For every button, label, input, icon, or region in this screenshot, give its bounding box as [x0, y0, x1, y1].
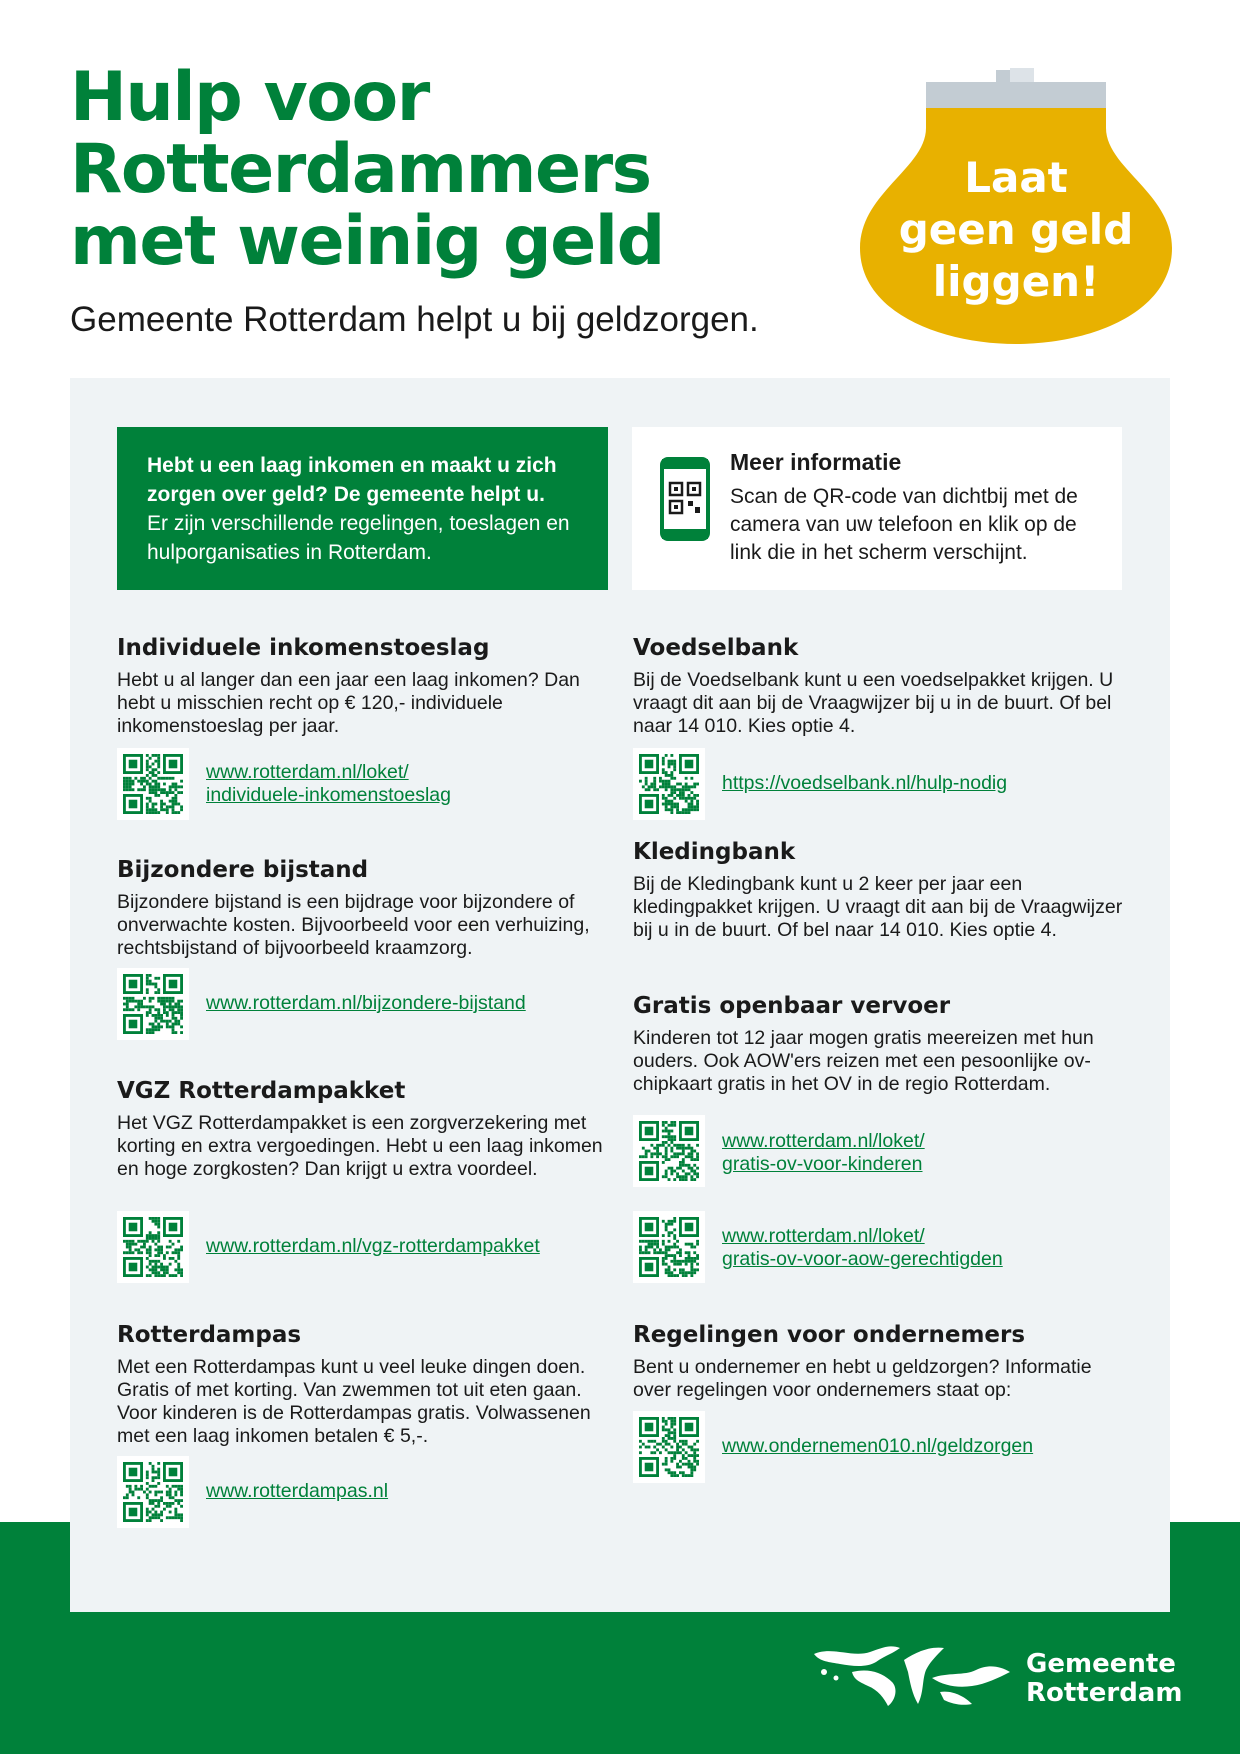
purse-line-2: geen geld [898, 205, 1134, 254]
section-title: Bijzondere bijstand [117, 857, 369, 883]
section-ondernemers [633, 1322, 1123, 1402]
page-subtitle: Gemeente Rotterdam helpt u bij geldzorgen. [70, 300, 759, 339]
link-row-ondernemers [633, 1411, 1053, 1483]
section-title: Regelingen voor ondernemers [633, 1322, 1026, 1348]
section-bijstand [117, 857, 607, 960]
link-line-1: www.rotterdam.nl/vgz-rotterdampakket [206, 1235, 540, 1257]
link-line-1: https://voedselbank.nl/hulp-nodig [722, 772, 1008, 794]
link-row-ov-kinderen [633, 1115, 1053, 1187]
link-line-1: www.rotterdam.nl/bijzondere-bijstand [206, 992, 526, 1014]
footer-logo-text [1026, 1650, 1182, 1708]
section-text: Het VGZ Rotterdampakket is een zorgverzekering met korting en extra vergoedingen. Hebt u een laag inkomen en hoge zorgkosten? Dan krijgt u extra voordeel. [117, 1112, 603, 1180]
link-line-2: individuele-inkomenstoeslag [206, 784, 451, 806]
section-title: Gratis openbaar vervoer [633, 993, 951, 1019]
qr-code-icon[interactable] [633, 1115, 705, 1187]
section-title: VGZ Rotterdampakket [117, 1078, 406, 1104]
link-line-1: www.rotterdam.nl/loket/ [206, 761, 409, 783]
qr-code-icon[interactable] [117, 748, 189, 820]
purse-line-1: Laat [964, 153, 1068, 202]
section-text: Bij de Kledingbank kunt u 2 keer per jaar een kledingpakket krijgen. U vraagt dit aan bij de Vraagwijzer bij u in de buurt. Of bel naar 14 010. Kies optie 4. [633, 873, 1123, 941]
link-row-inkomenstoeslag [117, 748, 537, 820]
logo-line-2: Rotterdam [1026, 1678, 1183, 1708]
qr-code-icon[interactable] [117, 968, 189, 1040]
qr-code-icon[interactable] [633, 1211, 705, 1283]
intro-box [117, 427, 608, 590]
section-title: Voedselbank [633, 635, 799, 661]
section-rotterdampas [117, 1322, 617, 1448]
section-text: Bijzondere bijstand is een bijdrage voor bijzondere of onverwachte kosten. Bijvoorbeeld voor een verhuizing, rechtsbijstand of bijvoorbeeld kraamzorg. [117, 891, 590, 959]
title-line-3: met weinig geld [70, 202, 664, 281]
qr-code-icon[interactable] [117, 1211, 189, 1283]
section-text: Kinderen tot 12 jaar mogen gratis meereizen met hun ouders. Ook AOW'ers reizen met een pesoonlijke ov-chipkaart gratis in het OV in de regio Rotterdam. [633, 1027, 1094, 1095]
qr-code-icon[interactable] [117, 1456, 189, 1528]
link-line-1: www.rotterdampas.nl [206, 1480, 389, 1502]
title-line-2: Rotterdammers [70, 130, 651, 209]
page-title [70, 58, 790, 281]
link-vgz[interactable] [206, 1235, 540, 1258]
link-voedselbank[interactable] [722, 772, 1007, 795]
info-text: Scan de QR-code van dichtbij met de camera van uw telefoon en klik op de link die in het scherm verschijnt. [730, 485, 1078, 564]
section-text: Met een Rotterdampas kunt u veel leuke dingen doen. Gratis of met korting. Van zwemmen tot uit eten gaan. Voor kinderen is de Rotterdampas gratis. Volwassenen met een laag inkomen betalen € 5,-. [117, 1356, 591, 1447]
section-title: Kledingbank [633, 839, 796, 865]
link-rotterdampas[interactable] [206, 1480, 388, 1503]
section-kledingbank [633, 839, 1123, 942]
purse-badge-text [860, 152, 1172, 308]
section-title: Rotterdampas [117, 1322, 302, 1348]
link-row-rotterdampas [117, 1456, 537, 1528]
section-vgz [117, 1078, 607, 1181]
section-text: Hebt u al langer dan een jaar een laag inkomen? Dan hebt u misschien recht op € 120,- individuele inkomenstoeslag per jaar. [117, 669, 580, 737]
section-text: Bij de Voedselbank kunt u een voedselpakket krijgen. U vraagt dit aan bij de Vraagwijzer bij u in de buurt. Of bel naar 14 010. Kies optie 4. [633, 669, 1114, 737]
link-line-1: www.ondernemen010.nl/geldzorgen [722, 1435, 1034, 1457]
link-line-2: gratis-ov-voor-kinderen [722, 1153, 923, 1175]
rotterdam-lion-logo [812, 1642, 1012, 1714]
link-line-1: www.rotterdam.nl/loket/ [722, 1225, 925, 1247]
phone-qr-icon [660, 457, 710, 541]
link-ondernemers[interactable] [722, 1435, 1033, 1458]
link-bijstand[interactable] [206, 992, 526, 1015]
logo-line-1: Gemeente [1026, 1649, 1176, 1679]
section-title: Individuele inkomenstoeslag [117, 635, 490, 661]
section-ov [633, 993, 1123, 1096]
link-ov-kinderen[interactable] [722, 1130, 925, 1176]
section-voedselbank [633, 635, 1123, 738]
qr-code-icon[interactable] [633, 748, 705, 820]
info-title: Meer informatie [730, 449, 902, 475]
info-box [632, 427, 1122, 590]
section-inkomenstoeslag [117, 635, 607, 738]
intro-strong-text: Hebt u een laag inkomen en maakt u zich zorgen over geld? De gemeente helpt u. [147, 454, 557, 506]
link-row-bijstand [117, 968, 537, 1040]
link-line-1: www.rotterdam.nl/loket/ [722, 1130, 925, 1152]
link-row-ov-aow [633, 1211, 1053, 1283]
link-row-vgz [117, 1211, 540, 1283]
purse-line-3: liggen! [932, 257, 1100, 306]
link-row-voedselbank [633, 748, 1053, 820]
link-line-2: gratis-ov-voor-aow-gerechtigden [722, 1248, 1003, 1270]
intro-text: Er zijn verschillende regelingen, toeslagen en hulporganisaties in Rotterdam. [147, 512, 570, 564]
qr-code-icon[interactable] [633, 1411, 705, 1483]
link-inkomenstoeslag[interactable] [206, 761, 451, 807]
link-ov-aow[interactable] [722, 1225, 1003, 1271]
title-line-1: Hulp voor [70, 58, 429, 137]
section-text: Bent u ondernemer en hebt u geldzorgen? Informatie over regelingen voor ondernemers staat op: [633, 1356, 1092, 1401]
